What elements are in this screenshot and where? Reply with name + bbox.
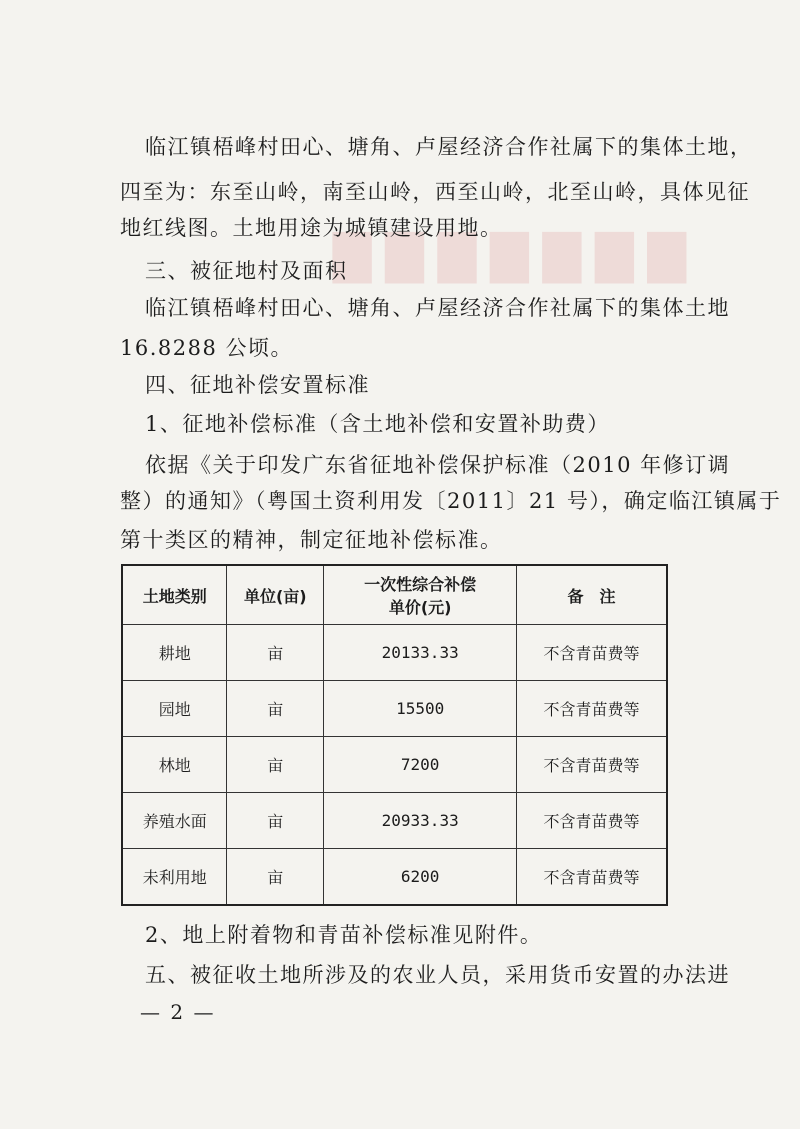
cell-note: 不含青苗费等 <box>517 737 667 793</box>
table-row <box>122 625 667 681</box>
cell-unit: 亩 <box>227 793 324 849</box>
cell-note: 不含青苗费等 <box>517 793 667 849</box>
subsection-heading-1: 1、征地补偿标准（含土地补偿和安置补助费） <box>145 412 610 436</box>
cell-category: 养殖水面 <box>122 793 227 849</box>
section-heading-5: 五、被征收土地所涉及的农业人员，采用货币安置的办法进 <box>145 963 730 987</box>
body-line-6: 16.8288 公顷。 <box>120 336 294 360</box>
compensation-table <box>121 564 668 906</box>
cell-note: 不含青苗费等 <box>517 681 667 737</box>
header-price <box>324 565 517 625</box>
cell-unit: 亩 <box>227 625 324 681</box>
subsection-heading-2: 2、地上附着物和青苗补偿标准见附件。 <box>145 923 543 947</box>
table-header-row <box>122 565 667 625</box>
body-line-11: 第十类区的精神，制定征地补偿标准。 <box>120 528 503 552</box>
cell-price: 15500 <box>324 681 517 737</box>
cell-unit: 亩 <box>227 849 324 906</box>
cell-category: 林地 <box>122 737 227 793</box>
header-price-line-1: 一次性综合补偿 <box>364 575 477 594</box>
cell-unit: 亩 <box>227 681 324 737</box>
body-line-10: 整）的通知》（粤国土资利用发〔2011〕21 号），确定临江镇属于 <box>120 489 782 513</box>
header-unit: 单位(亩) <box>227 565 324 625</box>
cell-note: 不含青苗费等 <box>517 849 667 906</box>
header-note: 备 注 <box>517 565 667 625</box>
header-price-line-2: 单价(元) <box>388 598 452 617</box>
table-row <box>122 737 667 793</box>
cell-price: 6200 <box>324 849 517 906</box>
table-row <box>122 793 667 849</box>
body-line-5: 临江镇梧峰村田心、塘角、卢屋经济合作社属下的集体土地 <box>145 296 730 320</box>
body-line-3: 地红线图。土地用途为城镇建设用地。 <box>120 216 503 240</box>
body-line-1: 临江镇梧峰村田心、塘角、卢屋经济合作社属下的集体土地， <box>145 135 753 159</box>
cell-category: 耕地 <box>122 625 227 681</box>
cell-price: 20133.33 <box>324 625 517 681</box>
faded-red-header-watermark: ▇▇▇▇▇▇▇ <box>332 225 700 283</box>
header-category: 土地类别 <box>122 565 227 625</box>
section-heading-3: 三、被征地村及面积 <box>145 259 348 283</box>
body-line-2: 四至为：东至山岭，南至山岭，西至山岭，北至山岭，具体见征 <box>120 180 750 204</box>
table-row <box>122 681 667 737</box>
page-number: — 2 — <box>140 1000 216 1024</box>
cell-unit: 亩 <box>227 737 324 793</box>
table-row <box>122 849 667 906</box>
cell-price: 7200 <box>324 737 517 793</box>
cell-note: 不含青苗费等 <box>517 625 667 681</box>
cell-price: 20933.33 <box>324 793 517 849</box>
cell-category: 未利用地 <box>122 849 227 906</box>
section-heading-4: 四、征地补偿安置标准 <box>145 373 370 397</box>
cell-category: 园地 <box>122 681 227 737</box>
body-line-9: 依据《关于印发广东省征地补偿保护标准（2010 年修订调 <box>145 453 731 477</box>
